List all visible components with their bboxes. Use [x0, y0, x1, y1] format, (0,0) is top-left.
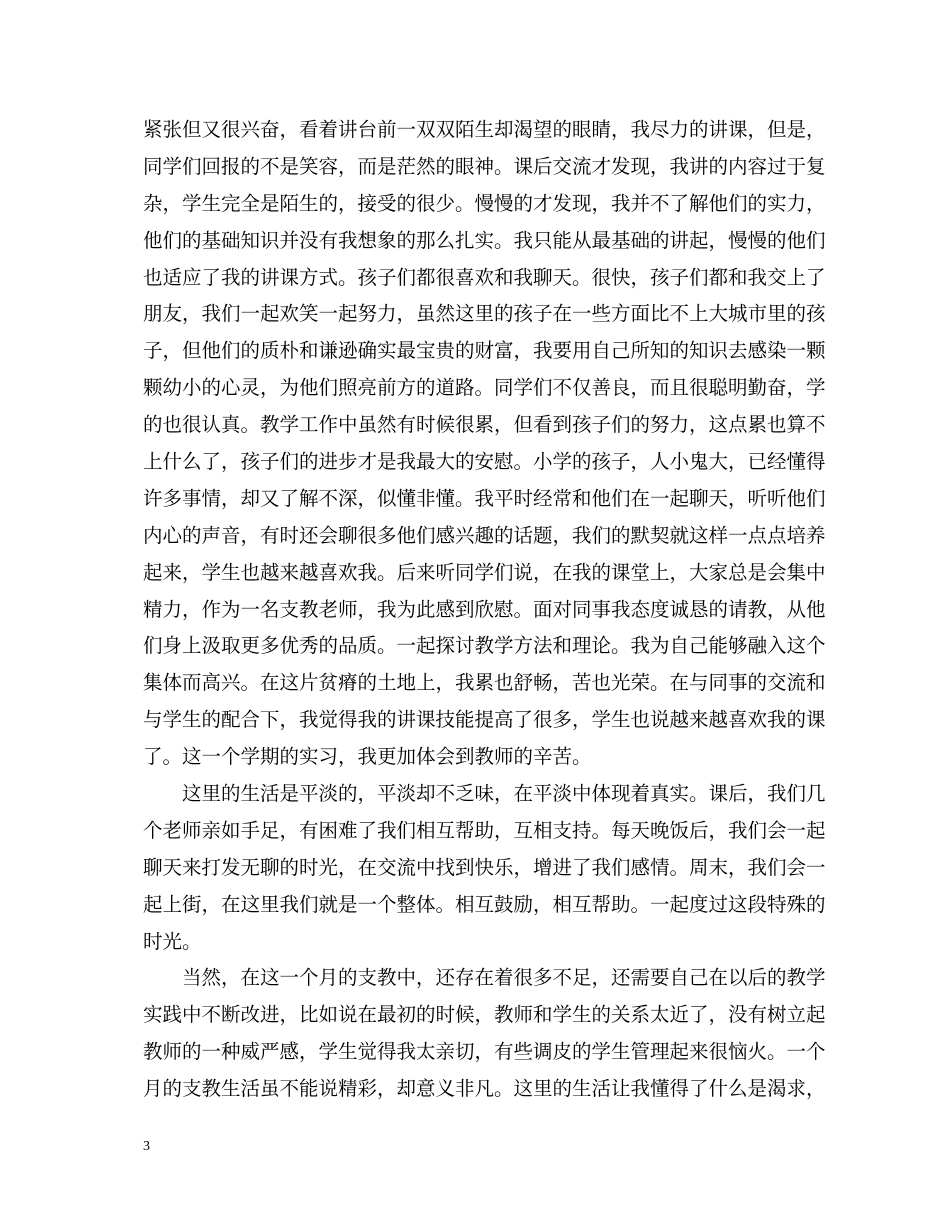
text-line: 实践中不断改进，比如说在最初的时候，教师和学生的关系太近了，没有树立起 [143, 1003, 826, 1027]
text-line: 杂，学生完全是陌生的，接受的很少。慢慢的才发现，我并不了解他们的实力， [143, 191, 826, 215]
text-line: 紧张但又很兴奋，看着讲台前一双双陌生却渴望的眼睛，我尽力的讲课，但是， [143, 118, 826, 141]
text-line: 起来，学生也越来越喜欢我。后来听同学们说，在我的课堂上，大家总是会集中 [143, 560, 826, 584]
text-line: 精力，作为一名支教老师，我为此感到欣慰。面对同事我态度诚恳的请教，从他 [143, 597, 826, 621]
text-line: 起上街，在这里我们就是一个整体。相互鼓励，相互帮助。一起度过这段特殊的 [143, 892, 826, 916]
text-line: 许多事情，却又了解不深，似懂非懂。我平时经常和他们在一起聊天，听听他们 [143, 486, 826, 510]
page-number: 3 [143, 1139, 150, 1154]
text-line: 与学生的配合下，我觉得我的讲课技能提高了很多，学生也说越来越喜欢我的课 [143, 708, 826, 732]
text-line: 内心的声音，有时还会聊很多他们感兴趣的话题，我们的默契就这样一点点培养 [143, 523, 826, 547]
document-body [143, 112, 826, 1108]
text-line: 朋友，我们一起欢笑一起努力，虽然这里的孩子在一些方面比不上大城市里的孩 [143, 302, 826, 326]
paragraph-first-line: 当然，在这一个月的支教中，还存在着很多不足，还需要自己在以后的教学 [182, 966, 826, 990]
text-line: 的也很认真。教学工作中虽然有时候很累，但看到孩子们的努力，这点累也算不 [143, 413, 826, 437]
text-line: 教师的一种威严感，学生觉得我太亲切，有些调皮的学生管理起来很恼火。一个 [143, 1040, 826, 1064]
text-line: 了。这一个学期的实习，我更加体会到教师的辛苦。 [143, 745, 592, 769]
text-line: 集体而高兴。在这片贫瘠的土地上，我累也舒畅，苦也光荣。在与同事的交流和 [143, 671, 826, 695]
text-line: 子，但他们的质朴和谦逊确实最宝贵的财富，我要用自己所知的知识去感染一颗 [143, 339, 826, 363]
text-line: 他们的基础知识并没有我想象的那么扎实。我只能从最基础的讲起，慢慢的他们 [143, 228, 826, 252]
text-line: 个老师亲如手足，有困难了我们相互帮助，互相支持。每天晚饭后，我们会一起 [143, 818, 826, 842]
text-line: 颗幼小的心灵，为他们照亮前方的道路。同学们不仅善良，而且很聪明勤奋，学 [143, 376, 826, 400]
paragraph-first-line: 这里的生活是平淡的，平淡却不乏味，在平淡中体现着真实。课后，我们几 [182, 782, 826, 806]
text-line: 月的支教生活虽不能说精彩，却意义非凡。这里的生活让我懂得了什么是渴求， [143, 1077, 826, 1101]
text-line: 上什么了，孩子们的进步才是我最大的安慰。小学的孩子，人小鬼大，已经懂得 [143, 450, 826, 474]
text-line: 聊天来打发无聊的时光，在交流中找到快乐，增进了我们感情。周末，我们会一 [143, 855, 826, 879]
text-line: 同学们回报的不是笑容，而是茫然的眼神。课后交流才发现，我讲的内容过于复 [143, 154, 826, 178]
text-line: 时光。 [143, 929, 202, 953]
text-line: 们身上汲取更多优秀的品质。一起探讨教学方法和理论。我为自己能够融入这个 [143, 634, 826, 658]
text-line: 也适应了我的讲课方式。孩子们都很喜欢和我聊天。很快，孩子们都和我交上了 [143, 265, 826, 289]
